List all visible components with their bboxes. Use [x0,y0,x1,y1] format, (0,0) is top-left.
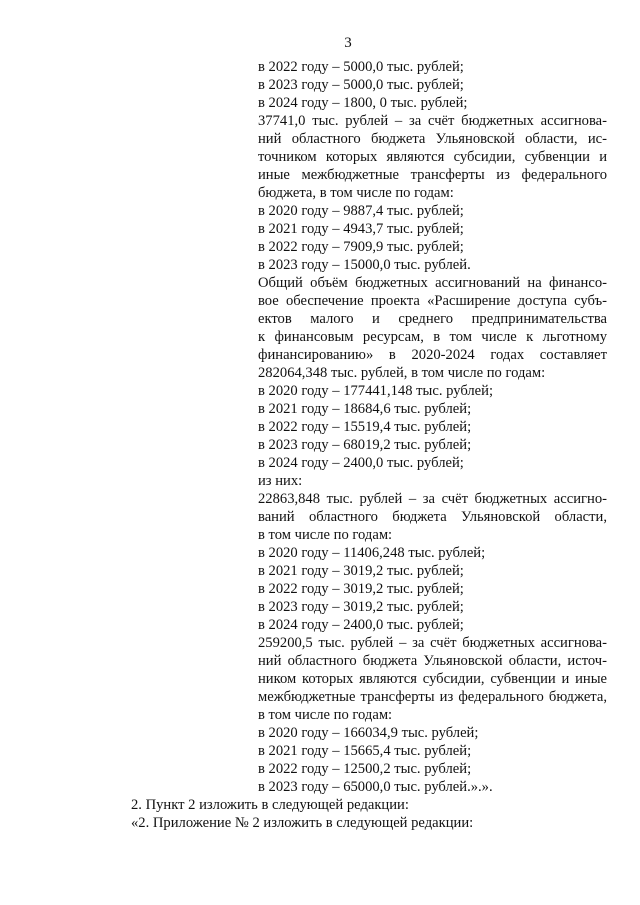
text-line: в 2022 году – 15519,4 тыс. рублей; [258,419,472,435]
text-line: в 2024 году – 2400,0 тыс. рублей; [258,617,464,633]
text-line: в 2020 году – 9887,4 тыс. рублей; [258,203,464,219]
text-line: из них: [258,473,303,489]
text-line: в 2022 году – 3019,2 тыс. рублей; [258,581,464,597]
text-line: в 2023 году – 15000,0 тыс. рублей. [258,257,471,273]
text-line: в 2024 году – 1800, 0 тыс. рублей; [258,95,468,111]
text-line: в 2023 году – 3019,2 тыс. рублей; [258,599,464,615]
text-line: бюджета, в том числе по годам: [258,185,454,201]
text-line: 259200,5 тыс. рублей – за счёт бюджетных ассигнова- [258,635,607,651]
text-line: в 2022 году – 5000,0 тыс. рублей; [258,59,464,75]
text-line: точником которых являются субсидии, субвенции и [258,149,607,165]
page-number: 3 [344,35,352,51]
text-line: в 2022 году – 12500,2 тыс. рублей; [258,761,472,777]
text-line: финансированию» в 2020-2024 годах составляет [258,347,607,363]
text-line: ваний областного бюджета Ульяновской области, [258,509,607,525]
text-line: межбюджетные трансферты из федерального бюджета, [258,689,607,705]
text-line: в 2023 году – 65000,0 тыс. рублей.».». [258,779,493,795]
text-line: ником которых являются субсидии, субвенции и иные [258,671,607,687]
text-line: вое обеспечение проекта «Расширение доступа субъ- [258,293,607,309]
text-line: в 2023 году – 5000,0 тыс. рублей; [258,77,464,93]
text-line: Общий объём бюджетных ассигнований на финансо- [258,275,607,291]
text-line: в 2024 году – 2400,0 тыс. рублей; [258,455,464,471]
text-line: в 2020 году – 177441,148 тыс. рублей; [258,383,494,399]
text-line: иные межбюджетные трансферты из федерального [258,167,607,183]
text-line: 2. Пункт 2 изложить в следующей редакции: [131,797,409,813]
text-line: в 2020 году – 166034,9 тыс. рублей; [258,725,479,741]
text-line: в 2021 году – 18684,6 тыс. рублей; [258,401,472,417]
text-line: в том числе по годам: [258,527,393,543]
text-line: в 2021 году – 4943,7 тыс. рублей; [258,221,464,237]
text-line: 37741,0 тыс. рублей – за счёт бюджетных ассигнова- [258,113,607,129]
text-line: ектов малого и среднего предпринимательства [258,311,607,327]
text-line: «2. Приложение № 2 изложить в следующей редакции: [131,815,474,831]
text-line: в том числе по годам: [258,707,393,723]
text-line: ний областного бюджета Ульяновской области, источ- [258,653,607,669]
text-line: 22863,848 тыс. рублей – за счёт бюджетных ассигно- [258,491,607,507]
text-line: в 2021 году – 3019,2 тыс. рублей; [258,563,464,579]
text-line: в 2023 году – 68019,2 тыс. рублей; [258,437,472,453]
text-line: в 2020 году – 11406,248 тыс. рублей; [258,545,486,561]
text-line: к финансовым ресурсам, в том числе к льготному [258,329,607,345]
text-line: 282064,348 тыс. рублей, в том числе по годам: [258,365,546,381]
text-line: в 2021 году – 15665,4 тыс. рублей; [258,743,472,759]
text-line: в 2022 году – 7909,9 тыс. рублей; [258,239,464,255]
text-line: ний областного бюджета Ульяновской области, ис- [258,131,607,147]
